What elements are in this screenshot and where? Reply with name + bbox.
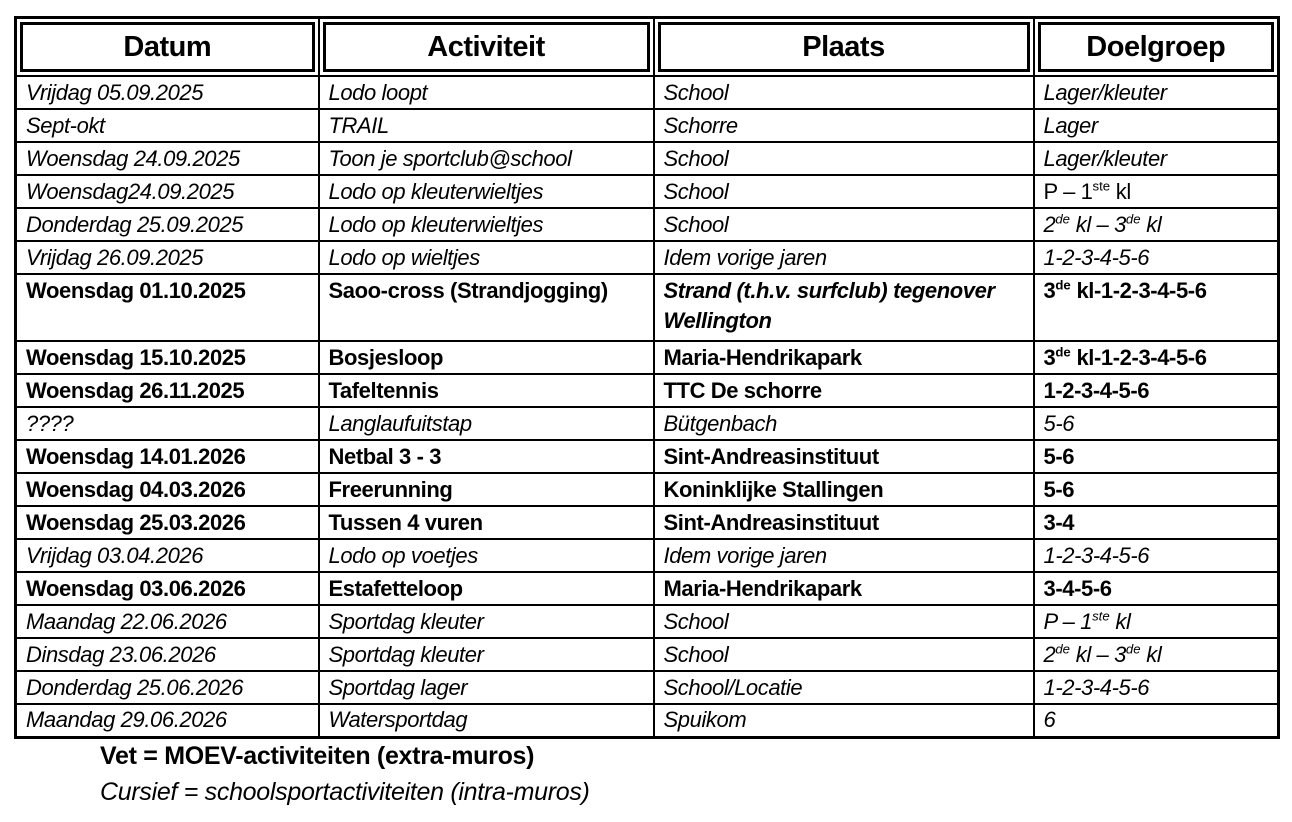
cell-datum: Woensdag 26.11.2025 (16, 374, 319, 407)
cell-plaats: School (654, 142, 1034, 175)
cell-datum: Woensdag 14.01.2026 (16, 440, 319, 473)
cell-activiteit: Tafeltennis (319, 374, 654, 407)
column-header-datum (16, 18, 319, 77)
cell-plaats: Idem vorige jaren (654, 539, 1034, 572)
cell-datum: Maandag 22.06.2026 (16, 605, 319, 638)
column-header-label: Activiteit (323, 22, 650, 72)
cell-activiteit: Sportdag lager (319, 671, 654, 704)
cell-activiteit: Saoo-cross (Strandjogging) (319, 274, 654, 341)
cell-activiteit: Langlaufuitstap (319, 407, 654, 440)
cell-doelgroep: P – 1ste kl (1034, 175, 1279, 208)
table-row (16, 671, 1279, 704)
cell-activiteit: Watersportdag (319, 704, 654, 737)
cell-datum: Vrijdag 05.09.2025 (16, 76, 319, 109)
cell-datum: Dinsdag 23.06.2026 (16, 638, 319, 671)
cell-plaats: Sint-Andreasinstituut (654, 506, 1034, 539)
cell-doelgroep: 5-6 (1034, 473, 1279, 506)
cell-datum: Sept-okt (16, 109, 319, 142)
table-row (16, 440, 1279, 473)
cell-activiteit: Lodo loopt (319, 76, 654, 109)
cell-doelgroep: Lager (1034, 109, 1279, 142)
cell-activiteit: Estafetteloop (319, 572, 654, 605)
cell-activiteit: Bosjesloop (319, 341, 654, 374)
activities-table (14, 16, 1280, 739)
table-row (16, 142, 1279, 175)
cell-plaats: Bütgenbach (654, 407, 1034, 440)
cell-doelgroep: 3-4-5-6 (1034, 572, 1279, 605)
cell-plaats: Koninklijke Stallingen (654, 473, 1034, 506)
table-row (16, 374, 1279, 407)
cell-doelgroep: 2de kl – 3de kl (1034, 638, 1279, 671)
cell-plaats: Schorre (654, 109, 1034, 142)
cell-doelgroep: P – 1ste kl (1034, 605, 1279, 638)
cell-doelgroep: 1-2-3-4-5-6 (1034, 539, 1279, 572)
cell-datum: Vrijdag 26.09.2025 (16, 241, 319, 274)
table-row (16, 704, 1279, 737)
cell-doelgroep: 2de kl – 3de kl (1034, 208, 1279, 241)
cell-doelgroep: 3de kl-1-2-3-4-5-6 (1034, 341, 1279, 374)
cell-plaats: Maria-Hendrikapark (654, 341, 1034, 374)
column-header-label: Datum (20, 22, 315, 72)
cell-doelgroep: 1-2-3-4-5-6 (1034, 374, 1279, 407)
cell-activiteit: Toon je sportclub@school (319, 142, 654, 175)
legend-italic-note: Cursief = schoolsportactiviteiten (intra-muros) (100, 778, 590, 806)
cell-activiteit: Sportdag kleuter (319, 605, 654, 638)
cell-activiteit: TRAIL (319, 109, 654, 142)
cell-plaats: Maria-Hendrikapark (654, 572, 1034, 605)
cell-datum: Donderdag 25.09.2025 (16, 208, 319, 241)
table-row (16, 274, 1279, 341)
cell-datum: Woensdag 04.03.2026 (16, 473, 319, 506)
cell-activiteit: Sportdag kleuter (319, 638, 654, 671)
table-row (16, 539, 1279, 572)
cell-plaats: Spuikom (654, 704, 1034, 737)
cell-activiteit: Lodo op wieltjes (319, 241, 654, 274)
cell-plaats: School/Locatie (654, 671, 1034, 704)
column-header-plaats (654, 18, 1034, 77)
cell-datum: Woensdag24.09.2025 (16, 175, 319, 208)
cell-doelgroep: Lager/kleuter (1034, 142, 1279, 175)
cell-plaats: School (654, 208, 1034, 241)
table-row (16, 605, 1279, 638)
cell-datum: ???? (16, 407, 319, 440)
cell-doelgroep: 1-2-3-4-5-6 (1034, 241, 1279, 274)
table-row (16, 407, 1279, 440)
column-header-doelgroep (1034, 18, 1279, 77)
cell-datum: Woensdag 24.09.2025 (16, 142, 319, 175)
table-row (16, 638, 1279, 671)
cell-activiteit: Lodo op kleuterwieltjes (319, 175, 654, 208)
table-row (16, 208, 1279, 241)
cell-doelgroep: 5-6 (1034, 407, 1279, 440)
cell-plaats: TTC De schorre (654, 374, 1034, 407)
table-row (16, 241, 1279, 274)
cell-doelgroep: 1-2-3-4-5-6 (1034, 671, 1279, 704)
cell-datum: Woensdag 01.10.2025 (16, 274, 319, 341)
table-row (16, 473, 1279, 506)
cell-activiteit: Freerunning (319, 473, 654, 506)
table-row (16, 109, 1279, 142)
table-row (16, 506, 1279, 539)
cell-plaats: Strand (t.h.v. surfclub) tegenover Wellington (654, 274, 1034, 341)
cell-datum: Woensdag 03.06.2026 (16, 572, 319, 605)
legend (100, 742, 590, 807)
cell-plaats: School (654, 76, 1034, 109)
cell-plaats: Sint-Andreasinstituut (654, 440, 1034, 473)
cell-datum: Vrijdag 03.04.2026 (16, 539, 319, 572)
cell-datum: Woensdag 15.10.2025 (16, 341, 319, 374)
cell-doelgroep: 3-4 (1034, 506, 1279, 539)
table-row (16, 572, 1279, 605)
column-header-label: Plaats (658, 22, 1030, 72)
column-header-label: Doelgroep (1038, 22, 1275, 72)
legend-bold-note: Vet = MOEV-activiteiten (extra-muros) (100, 742, 535, 770)
cell-plaats: Idem vorige jaren (654, 241, 1034, 274)
cell-datum: Maandag 29.06.2026 (16, 704, 319, 737)
cell-plaats: School (654, 175, 1034, 208)
cell-datum: Donderdag 25.06.2026 (16, 671, 319, 704)
cell-doelgroep: 5-6 (1034, 440, 1279, 473)
cell-plaats: School (654, 605, 1034, 638)
cell-datum: Woensdag 25.03.2026 (16, 506, 319, 539)
cell-activiteit: Tussen 4 vuren (319, 506, 654, 539)
column-header-activiteit (319, 18, 654, 77)
cell-plaats: School (654, 638, 1034, 671)
cell-doelgroep: 3de kl-1-2-3-4-5-6 (1034, 274, 1279, 341)
cell-activiteit: Lodo op kleuterwieltjes (319, 208, 654, 241)
table-row (16, 175, 1279, 208)
cell-doelgroep: 6 (1034, 704, 1279, 737)
header-row (16, 18, 1279, 77)
table-row (16, 76, 1279, 109)
cell-activiteit: Netbal 3 - 3 (319, 440, 654, 473)
cell-activiteit: Lodo op voetjes (319, 539, 654, 572)
table-row (16, 341, 1279, 374)
cell-doelgroep: Lager/kleuter (1034, 76, 1279, 109)
